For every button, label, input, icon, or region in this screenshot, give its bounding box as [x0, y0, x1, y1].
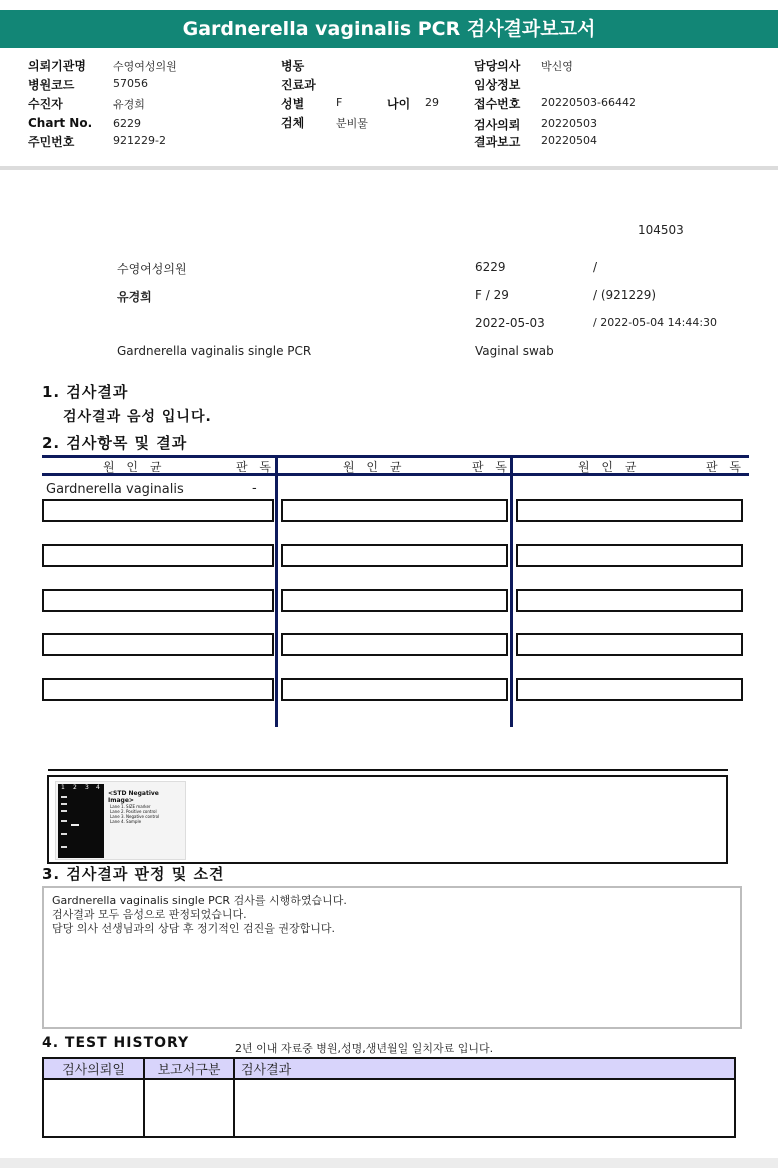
- info-report-datetime: / 2022-05-04 14:44:30: [593, 316, 718, 329]
- marker-band: [61, 833, 67, 835]
- history-header-row: [43, 1058, 735, 1079]
- col3-pathogen-header: 원 인 균: [578, 460, 641, 474]
- section3-heading: 3. 검사결과 판정 및 소견: [42, 865, 225, 883]
- result-slot: [516, 633, 743, 656]
- info-clinic: 수영여성의원: [117, 262, 187, 276]
- sex-label: 성별: [281, 97, 305, 111]
- doctor-label: 담당의사: [474, 59, 521, 73]
- gel-legend-item: Lane 4. Sample: [110, 819, 142, 824]
- chart-label: Chart No.: [28, 116, 93, 130]
- image-divider: [48, 769, 728, 771]
- institution-value: 수영여성의원: [113, 60, 177, 73]
- hospital-code-label: 병원코드: [28, 78, 75, 92]
- history-cell: [234, 1079, 735, 1137]
- opinion-box: [42, 886, 742, 1029]
- receipt-no-value: 20220503-66442: [541, 96, 636, 109]
- dept-label: 진료과: [281, 78, 316, 92]
- history-cell: [144, 1079, 234, 1137]
- result-slot: [281, 633, 508, 656]
- opinion-line: Gardnerella vaginalis single PCR 검사를 시행하였습니다.: [52, 894, 347, 907]
- marker-band: [61, 810, 67, 812]
- history-col-result: 검사결과: [234, 1058, 735, 1079]
- marker-band: [61, 803, 67, 805]
- rrn-value: 921229-2: [113, 134, 166, 147]
- positive-control-band: [71, 824, 79, 826]
- sex-value: F: [336, 96, 343, 109]
- result-slot: [42, 544, 274, 567]
- section1-heading: 1. 검사결과: [42, 383, 129, 401]
- opinion-line: 검사결과 모두 음성으로 판정되었습니다.: [52, 908, 247, 921]
- header-divider: [0, 166, 778, 170]
- info-slash: /: [593, 260, 598, 274]
- info-specimen: Vaginal swab: [475, 344, 554, 358]
- report-date-value: 20220504: [541, 134, 597, 147]
- gel-legend-item: Lane 1. SIZE marker: [110, 804, 151, 809]
- age-label: 나이: [387, 97, 411, 111]
- history-table: [42, 1057, 736, 1138]
- history-col-request-date: 검사의뢰일: [43, 1058, 144, 1079]
- marker-band: [61, 820, 67, 822]
- col1-pathogen-header: 원 인 균: [103, 460, 166, 474]
- doctor-value: 박신영: [541, 60, 573, 73]
- result-slot: [516, 589, 743, 612]
- result-row-value: -: [252, 481, 257, 496]
- gel-legend-item: Lane 3. Negative control: [110, 814, 160, 819]
- info-test-name: Gardnerella vaginalis single PCR: [117, 344, 312, 358]
- request-date-value: 20220503: [541, 117, 597, 130]
- result-slot: [42, 678, 274, 701]
- footer-band: [0, 1158, 778, 1168]
- info-sex-age: F / 29: [475, 288, 509, 302]
- result-slot: [281, 678, 508, 701]
- report-title: Gardnerella vaginalis PCR 검사결과보고서: [0, 10, 778, 48]
- info-birth: / (921229): [593, 288, 657, 302]
- hospital-code-value: 57056: [113, 77, 148, 90]
- col2-judge-header: 판 독: [472, 460, 511, 474]
- result-slot: [516, 544, 743, 567]
- marker-band: [61, 796, 67, 798]
- col3-judge-header: 판 독: [706, 460, 745, 474]
- ward-label: 병동: [281, 59, 305, 73]
- lane-number: 3: [85, 784, 89, 791]
- report-date-label: 결과보고: [474, 135, 521, 149]
- history-empty-row: [43, 1079, 735, 1137]
- age-value: 29: [425, 96, 439, 109]
- result-slot: [42, 589, 274, 612]
- specimen-value: 분비물: [336, 117, 368, 130]
- request-date-label: 검사의뢰: [474, 118, 521, 132]
- result-row-name: Gardnerella vaginalis: [46, 482, 184, 497]
- lane-number: 4: [96, 784, 100, 791]
- history-note: 2년 이내 자료중 병원,성명,생년월일 일치자료 입니다.: [235, 1042, 494, 1055]
- result-slot: [516, 678, 743, 701]
- report-number: 104503: [638, 223, 684, 237]
- marker-band: [61, 846, 67, 848]
- lane-number: 2: [73, 784, 77, 791]
- specimen-label: 검체: [281, 116, 305, 130]
- rrn-label: 주민번호: [28, 135, 75, 149]
- result-slot: [281, 589, 508, 612]
- info-chart: 6229: [475, 260, 506, 274]
- gel-image: [55, 781, 186, 860]
- section1-result: 검사결과 음성 입니다.: [63, 409, 212, 425]
- result-slot: [42, 633, 274, 656]
- result-slot: [516, 499, 743, 522]
- history-col-report-type: 보고서구분: [144, 1058, 234, 1079]
- section2-heading: 2. 검사항목 및 결과: [42, 434, 188, 452]
- column-divider-2: [510, 455, 513, 727]
- gel-photo: [58, 784, 104, 858]
- result-slot: [281, 499, 508, 522]
- institution-label: 의뢰기관명: [28, 59, 86, 73]
- gel-image-frame: [47, 775, 728, 864]
- patient-label: 수진자: [28, 97, 63, 111]
- gel-image-title: <STD Negative Image>: [108, 790, 159, 804]
- info-patient: 유경희: [117, 290, 152, 304]
- opinion-text: [52, 894, 347, 936]
- opinion-line: 담당 의사 선생님과의 상담 후 정기적인 검진을 권장합니다.: [52, 922, 335, 935]
- receipt-no-label: 접수번호: [474, 97, 521, 111]
- result-slot: [281, 544, 508, 567]
- col2-pathogen-header: 원 인 균: [343, 460, 406, 474]
- gel-legend-item: Lane 2. Positive control: [110, 809, 157, 814]
- info-request-date: 2022-05-03: [475, 316, 545, 330]
- col1-judge-header: 판 독: [236, 460, 275, 474]
- lane-number: 1: [61, 784, 65, 791]
- history-cell: [43, 1079, 144, 1137]
- patient-value: 유경희: [113, 98, 145, 111]
- clinical-info-label: 임상정보: [474, 78, 521, 92]
- column-divider-1: [275, 455, 278, 727]
- chart-value: 6229: [113, 117, 141, 130]
- section4-heading: 4. TEST HISTORY: [42, 1035, 190, 1051]
- result-slot: [42, 499, 274, 522]
